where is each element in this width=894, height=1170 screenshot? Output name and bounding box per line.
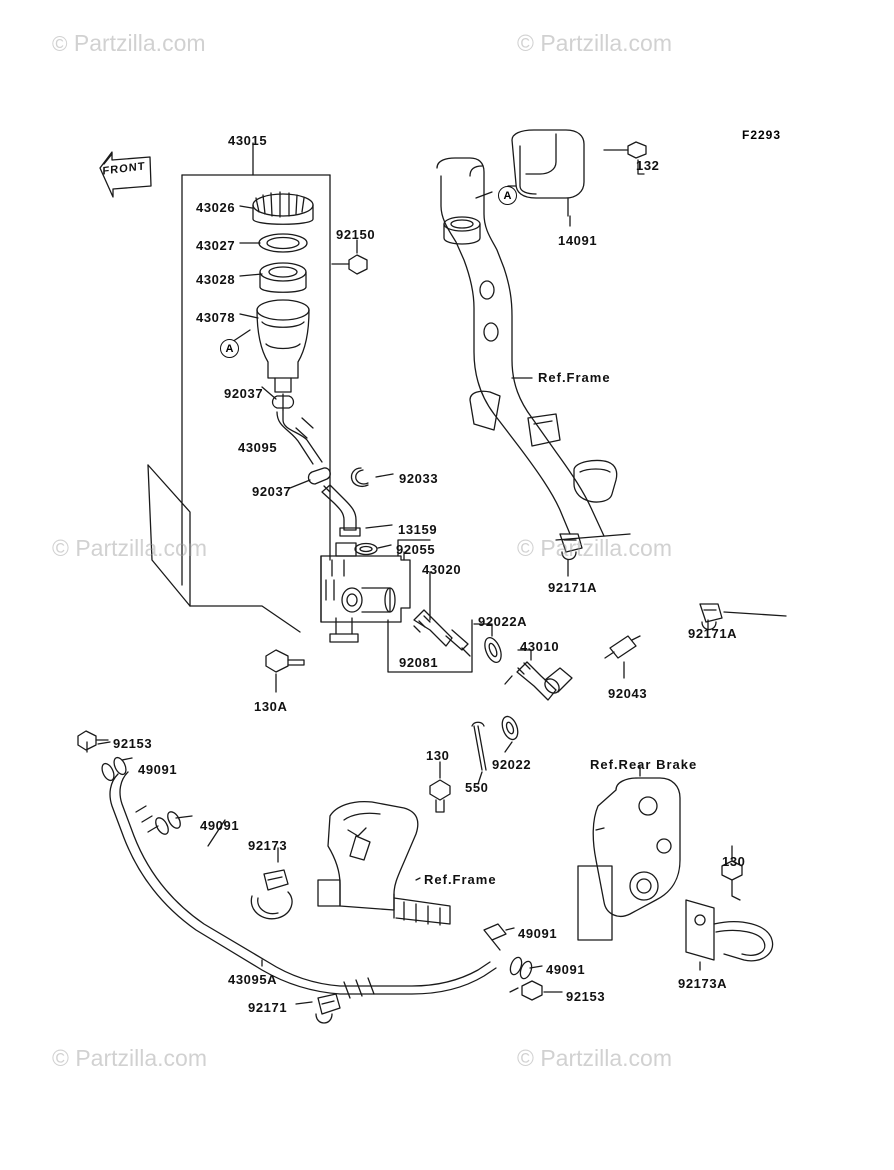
part-label-550[interactable]: 550 bbox=[465, 780, 489, 795]
part-92171-clamp-lower bbox=[316, 994, 340, 1023]
part-13159-joint bbox=[322, 485, 360, 536]
part-92173-clamp bbox=[251, 870, 292, 919]
part-92022-washer bbox=[499, 714, 520, 741]
watermark: © Partzilla.com bbox=[517, 1045, 672, 1071]
part-label-92055[interactable]: 92055 bbox=[396, 542, 436, 557]
ref-frame-upper bbox=[437, 158, 617, 536]
part-49091-washer-3 bbox=[484, 924, 506, 950]
leader-43026 bbox=[240, 206, 252, 208]
part-550-cotter-pin bbox=[472, 722, 486, 770]
part-43010-pushrod bbox=[505, 662, 572, 700]
part-label-92173[interactable]: 92173 bbox=[248, 838, 288, 853]
part-43095-hose bbox=[277, 410, 322, 464]
part-label-132[interactable]: 132 bbox=[636, 158, 660, 173]
ref-label-frame-lower[interactable]: Ref.Frame bbox=[424, 872, 497, 887]
part-92150-bolt bbox=[332, 255, 367, 274]
part-49091-washer-2 bbox=[153, 810, 183, 837]
part-43028-ring bbox=[260, 263, 306, 292]
part-132-bolt bbox=[604, 142, 646, 158]
leader-43028 bbox=[240, 274, 262, 276]
leader-92037-upper bbox=[262, 387, 276, 399]
part-label-49091-2[interactable]: 49091 bbox=[200, 818, 240, 833]
leader-49091-3 bbox=[506, 928, 514, 930]
callout-a-2: A bbox=[498, 186, 517, 205]
part-label-92033[interactable]: 92033 bbox=[399, 471, 439, 486]
part-92037-clamp-lower bbox=[308, 468, 330, 484]
part-label-43078[interactable]: 43078 bbox=[196, 310, 236, 325]
part-label-13159[interactable]: 13159 bbox=[398, 522, 438, 537]
leader-92153-1b bbox=[98, 742, 110, 744]
part-92153-bolt-2 bbox=[510, 981, 542, 1000]
part-label-92037-upper[interactable]: 92037 bbox=[224, 386, 264, 401]
part-92173A-clamp bbox=[686, 900, 773, 961]
ref-rear-brake bbox=[578, 778, 680, 940]
leader-43078 bbox=[240, 314, 258, 318]
part-label-43015[interactable]: 43015 bbox=[228, 133, 268, 148]
part-label-43095[interactable]: 43095 bbox=[238, 440, 278, 455]
part-92033-clip bbox=[351, 468, 368, 486]
part-label-92081[interactable]: 92081 bbox=[399, 655, 439, 670]
part-92081-piston bbox=[414, 610, 470, 656]
part-label-130A[interactable]: 130A bbox=[254, 699, 288, 714]
part-label-43028[interactable]: 43028 bbox=[196, 272, 236, 287]
ref-frame-lower bbox=[318, 802, 450, 925]
part-label-43095A[interactable]: 43095A bbox=[228, 972, 278, 987]
part-14091-cover bbox=[512, 130, 584, 216]
part-92055-oring bbox=[355, 544, 377, 555]
part-label-92171A-1[interactable]: 92171A bbox=[548, 580, 598, 595]
part-43078-reservoir bbox=[257, 300, 309, 392]
leader-92033 bbox=[376, 474, 393, 477]
part-130A-bolt bbox=[266, 650, 304, 672]
watermark: © Partzilla.com bbox=[52, 1045, 207, 1071]
part-label-92022A[interactable]: 92022A bbox=[478, 614, 528, 629]
front-badge-label: FRONT bbox=[102, 160, 146, 178]
part-43027-gasket bbox=[259, 234, 307, 252]
leader-92171A-2-line bbox=[724, 612, 786, 616]
watermark: © Partzilla.com bbox=[517, 535, 672, 561]
part-label-43026[interactable]: 43026 bbox=[196, 200, 236, 215]
leader-92055 bbox=[378, 545, 391, 548]
part-label-43010[interactable]: 43010 bbox=[520, 639, 560, 654]
leader-92022 bbox=[505, 742, 512, 752]
part-130-bolt bbox=[430, 780, 450, 812]
part-label-14091[interactable]: 14091 bbox=[558, 233, 598, 248]
leader-13159 bbox=[366, 525, 392, 528]
watermark: © Partzilla.com bbox=[52, 30, 206, 56]
part-92043-pin bbox=[605, 636, 640, 658]
part-label-130-right[interactable]: 130 bbox=[722, 854, 746, 869]
part-label-43020[interactable]: 43020 bbox=[422, 562, 462, 577]
leader-92171 bbox=[296, 1002, 312, 1004]
leader-49091-1 bbox=[122, 758, 132, 760]
part-label-49091-3[interactable]: 49091 bbox=[518, 926, 558, 941]
part-92153-bolt-1 bbox=[78, 731, 108, 750]
part-label-92150[interactable]: 92150 bbox=[336, 227, 376, 242]
ref-label-rear-brake[interactable]: Ref.Rear Brake bbox=[590, 757, 698, 772]
part-43026-cap bbox=[253, 192, 313, 224]
part-label-92171[interactable]: 92171 bbox=[248, 1000, 288, 1015]
part-label-49091-1[interactable]: 49091 bbox=[138, 762, 178, 777]
callout-a-1: A bbox=[220, 339, 239, 358]
part-label-92043[interactable]: 92043 bbox=[608, 686, 648, 701]
part-label-92173A[interactable]: 92173A bbox=[678, 976, 728, 991]
part-92037-clamp-upper bbox=[273, 394, 294, 410]
leader-ref-frame-2 bbox=[416, 878, 420, 880]
part-label-92153-1[interactable]: 92153 bbox=[113, 736, 153, 751]
part-label-92171A-2[interactable]: 92171A bbox=[688, 626, 738, 641]
part-43020-master-cylinder bbox=[321, 543, 410, 642]
leader-master-left bbox=[190, 606, 300, 632]
watermark: © Partzilla.com bbox=[517, 30, 672, 56]
watermark: © Partzilla.com bbox=[52, 535, 207, 561]
part-label-92037-lower[interactable]: 92037 bbox=[252, 484, 292, 499]
part-92022A-washer bbox=[482, 635, 505, 664]
part-label-92022[interactable]: 92022 bbox=[492, 757, 532, 772]
diagram-code: F2293 bbox=[742, 128, 782, 142]
part-label-49091-4[interactable]: 49091 bbox=[546, 962, 586, 977]
part-label-92153-2[interactable]: 92153 bbox=[566, 989, 606, 1004]
part-label-43027[interactable]: 43027 bbox=[196, 238, 236, 253]
ref-label-frame-upper[interactable]: Ref.Frame bbox=[538, 370, 611, 385]
part-label-130[interactable]: 130 bbox=[426, 748, 450, 763]
leader-92037-lower bbox=[290, 480, 310, 488]
